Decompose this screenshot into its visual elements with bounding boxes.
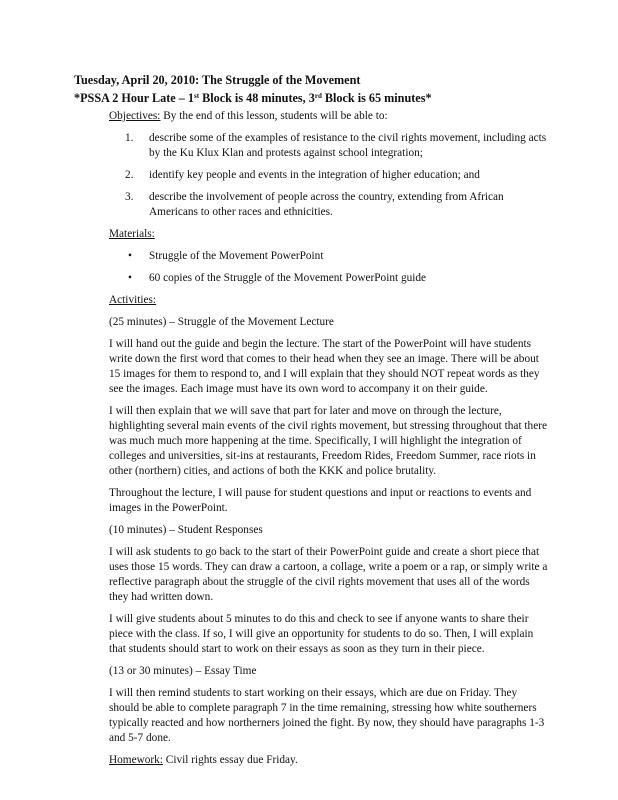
objective-number: 2.: [125, 169, 134, 181]
activity-heading-responses: (10 minutes) – Student Responses: [109, 524, 263, 536]
activity-paragraph: I will give students about 5 minutes to do this and check to see if anyone wants to share their piece with the class. If so, I will give an opportunity for students to do so. Then, I will explain that students should start to work on their essays as soon as they turn in their piece.: [109, 613, 534, 655]
schedule-note-part3: Block is 65 minutes*: [321, 91, 432, 105]
schedule-note-part2: Block is 48 minutes, 3: [199, 91, 315, 105]
objective-number: 1.: [125, 132, 134, 144]
objective-text: describe some of the examples of resistance to the civil rights movement, including acts by the Ku Klux Klan and protests against school integration;: [149, 132, 547, 159]
objective-text: describe the involvement of people across the country, extending from African Americans to other races and ethnicities.: [149, 191, 504, 218]
activities-heading: Activities:: [109, 294, 157, 306]
objectives-intro-text: By the end of this lesson, students will be able to:: [160, 110, 388, 122]
objective-item: [109, 190, 549, 220]
activity-paragraph: I will hand out the guide and begin the lecture. The start of the PowerPoint will have students write down the first word that comes to their head when they see an image. There will be about 15 images for them to respond to, and I will explain that they should NOT repeat words as they see the images. Each image must have its own word to accompany it on their guide.: [109, 338, 540, 395]
schedule-note-sup1: st: [193, 92, 200, 100]
material-item: [109, 271, 549, 286]
page-title: Tuesday, April 20, 2010: The Struggle of the Movement: [74, 73, 361, 87]
objectives-list: [109, 131, 549, 220]
objective-text: identify key people and events in the integration of higher education; and: [149, 169, 480, 181]
materials-heading-line: [109, 227, 549, 242]
activity-paragraph: I will ask students to go back to the start of their PowerPoint guide and create a short piece that uses those 15 words. They can draw a cartoon, a collage, write a poem or a rap, or simply write a reflective paragraph about the struggle of the civil rights movement that uses all of the words they had written down.: [109, 546, 548, 603]
homework-text: Civil rights essay due Friday.: [162, 754, 298, 766]
bullet-icon: •: [128, 250, 132, 262]
objectives-intro: [109, 109, 549, 124]
activity-paragraph: I will then remind students to start working on their essays, which are due on Friday. They should be able to complete paragraph 7 in the time remaining, stressing how white southerners typically reacted and how northerners joined the fight. By now, they should have paragraphs 1-3 and 5-7 done.: [109, 687, 545, 744]
material-text: Struggle of the Movement PowerPoint: [149, 250, 324, 262]
homework-heading: Homework:: [109, 754, 163, 766]
homework-line: [109, 753, 549, 768]
schedule-note: [74, 91, 432, 105]
objective-number: 3.: [125, 191, 134, 203]
lesson-body: [109, 109, 549, 775]
materials-heading: Materials:: [109, 228, 155, 240]
activity-paragraph: Throughout the lecture, I will pause for student questions and input or reactions to events and images in the PowerPoint.: [109, 487, 532, 514]
activity-paragraph: I will then explain that we will save that part for later and move on through the lecture, highlighting several main events of the civil rights movement, but stressing throughout that there was much much more happening at the time. Specifically, I will highlight the integration of colleges and universities, sit-ins at restaurants, Freedom Rides, Freedom Summer, race riots in other (northern) cities, and actions of both the KKK and police brutality.: [109, 405, 547, 477]
material-item: [109, 249, 549, 264]
material-text: 60 copies of the Struggle of the Movement PowerPoint guide: [149, 272, 427, 284]
schedule-note-part1: *PSSA 2 Hour Late – 1: [74, 91, 194, 105]
schedule-note-sup2: rd: [314, 92, 322, 100]
objective-item: [109, 131, 549, 161]
objective-item: [109, 168, 549, 183]
objectives-heading: Objectives:: [109, 110, 161, 122]
activities-heading-line: [109, 293, 549, 308]
activity-heading-essay: (13 or 30 minutes) – Essay Time: [109, 665, 257, 677]
activity-heading-lecture: (25 minutes) – Struggle of the Movement Lecture: [109, 316, 334, 328]
bullet-icon: •: [128, 272, 132, 284]
materials-list: [109, 249, 549, 286]
